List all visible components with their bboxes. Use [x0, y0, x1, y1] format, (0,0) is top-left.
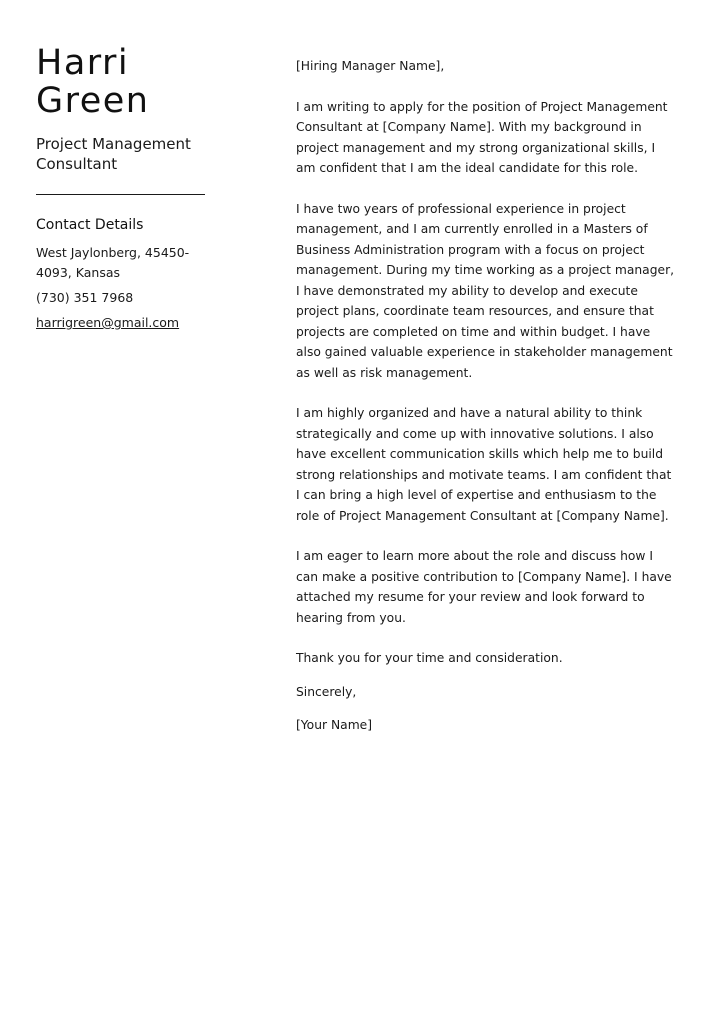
first-name: Harri: [36, 43, 130, 83]
sign-off: Sincerely,: [296, 684, 357, 699]
paragraph-2: I have two years of professional experience in project management, and I am currently enrolled in a Masters of Business Administration program with a focus on project management. During my time working as a project manager, I have demonstrated my ability to develop and execute project plans, coordinate team resources, and ensure that projects are completed on time and within budget. I have also gained valuable experience in stakeholder management as well as risk management.: [296, 201, 675, 380]
letter-body: [296, 56, 676, 756]
last-name: Green: [36, 81, 150, 121]
signature: [Your Name]: [296, 718, 373, 732]
job-title: Project Management Consultant: [36, 135, 191, 173]
applicant-name: [36, 44, 206, 120]
contact-address: West Jaylonberg, 45450-4093, Kansas: [36, 245, 190, 280]
sidebar-divider: [36, 194, 205, 195]
paragraph-4: I am eager to learn more about the role and discuss how I can make a positive contribution to [Company Name]. I have attached my resume for your review and look forward to hearing from you.: [296, 549, 672, 625]
sidebar: [36, 44, 206, 333]
paragraph-3: I am highly organized and have a natural ability to think strategically and come up with innovative solutions. I also have excellent communication skills which help me to build strong relationships and motivate teams. I am confident that I can bring a high level of expertise and enthusiasm to the role of Project Management Consultant at [Company Name].: [296, 406, 672, 523]
contact-email-link[interactable]: harrigreen@gmail.com: [36, 315, 180, 330]
contact-heading: Contact Details: [36, 217, 144, 233]
salutation: [Hiring Manager Name],: [296, 59, 445, 73]
closing-line: Thank you for your time and consideration.: [296, 651, 563, 665]
paragraph-1: I am writing to apply for the position of Project Management Consultant at [Company Name]. With my background in project management and my strong organizational skills, I am confident that I am the ideal candidate for this role.: [296, 99, 668, 175]
contact-phone: (730) 351 7968: [36, 290, 134, 305]
